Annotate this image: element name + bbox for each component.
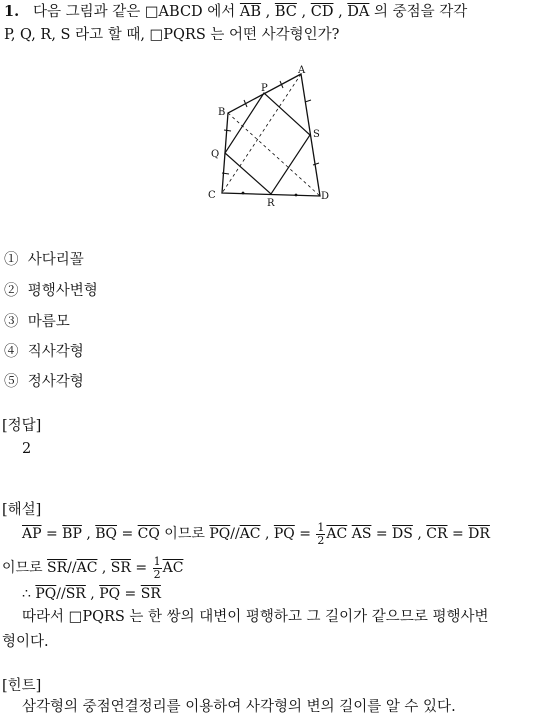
hint-heading: [힌트] <box>2 678 42 694</box>
quadrilateral-figure <box>200 60 340 210</box>
segment-cd: $\overline{CD}$ <box>310 4 334 20</box>
fraction-half: $\frac{1}{2}$ <box>317 521 325 547</box>
solution-line-4: 따라서 □PQRS 는 한 쌍의 대변이 평행하고 그 길이가 같으므로 평행사변 <box>22 609 489 625</box>
label-s: S <box>313 129 320 140</box>
answer-heading: [정답] <box>2 418 42 434</box>
label-c: C <box>208 190 216 201</box>
segment-ab: $\overline{AB}$ <box>239 4 262 20</box>
question-number: 1. <box>4 3 20 20</box>
diagonal-bd <box>228 113 320 196</box>
choice-4[interactable]: ④ 직사각형 <box>4 344 84 360</box>
segment-bc: $\overline{BC}$ <box>274 4 297 20</box>
choice-3[interactable]: ③ 마름모 <box>4 314 70 330</box>
answer-value: 2 <box>22 441 32 457</box>
choice-1[interactable]: ① 사다리꼴 <box>4 252 84 268</box>
label-a: A <box>298 65 306 76</box>
solution-line-2: 이므로 $\overline{SR}//\overline{AC}$ , $\overline{SR}$ = $\frac{1}{2}$ $\overline{AC}$ <box>2 555 184 581</box>
fraction-half-2: $\frac{1}{2}$ <box>153 555 161 581</box>
solution-heading: [해설] <box>2 502 42 518</box>
choice-5[interactable]: ⑤ 정사각형 <box>4 374 84 390</box>
label-r: R <box>267 198 275 209</box>
hint-text: 삼각형의 중점연결정리를 이용하여 사각형의 변의 길이를 알 수 있다. <box>22 699 456 715</box>
question-line-2: P, Q, R, S 라고 할 때, □PQRS 는 어떤 사각형인가? <box>4 27 340 43</box>
label-b: B <box>218 107 226 118</box>
segment-da: $\overline{DA}$ <box>347 4 370 20</box>
solution-line-3: ∴ $\overline{PQ}//\overline{SR}$ , $\overline{PQ} = \overline{SR}$ <box>22 586 161 602</box>
choice-2[interactable]: ② 평행사변형 <box>4 283 98 299</box>
question-line-1: 1. 다음 그림과 같은 □ABCD 에서 $\overline{AB}$ , $\overline{BC}$ , $\overline{CD}$ , $\overline{DA}$ 의 중점을 각각 <box>4 3 468 20</box>
label-d: D <box>321 191 330 202</box>
label-q: Q <box>211 149 220 160</box>
label-p: P <box>261 83 268 94</box>
solution-line-5: 형이다. <box>2 634 49 650</box>
solution-line-1: $\overline{AP} = \overline{BP}$ , $\overline{BQ} = \overline{CQ}$ 이므로 $\overline{PQ}//\overline{AC}$ , $\overline{PQ}$ = $\frac{1}{2}$ $\overline{AC}$ $\overline{AS} = \overline{DS}$ , $\overline{CR} = \overline{DR}$ <box>22 521 490 547</box>
